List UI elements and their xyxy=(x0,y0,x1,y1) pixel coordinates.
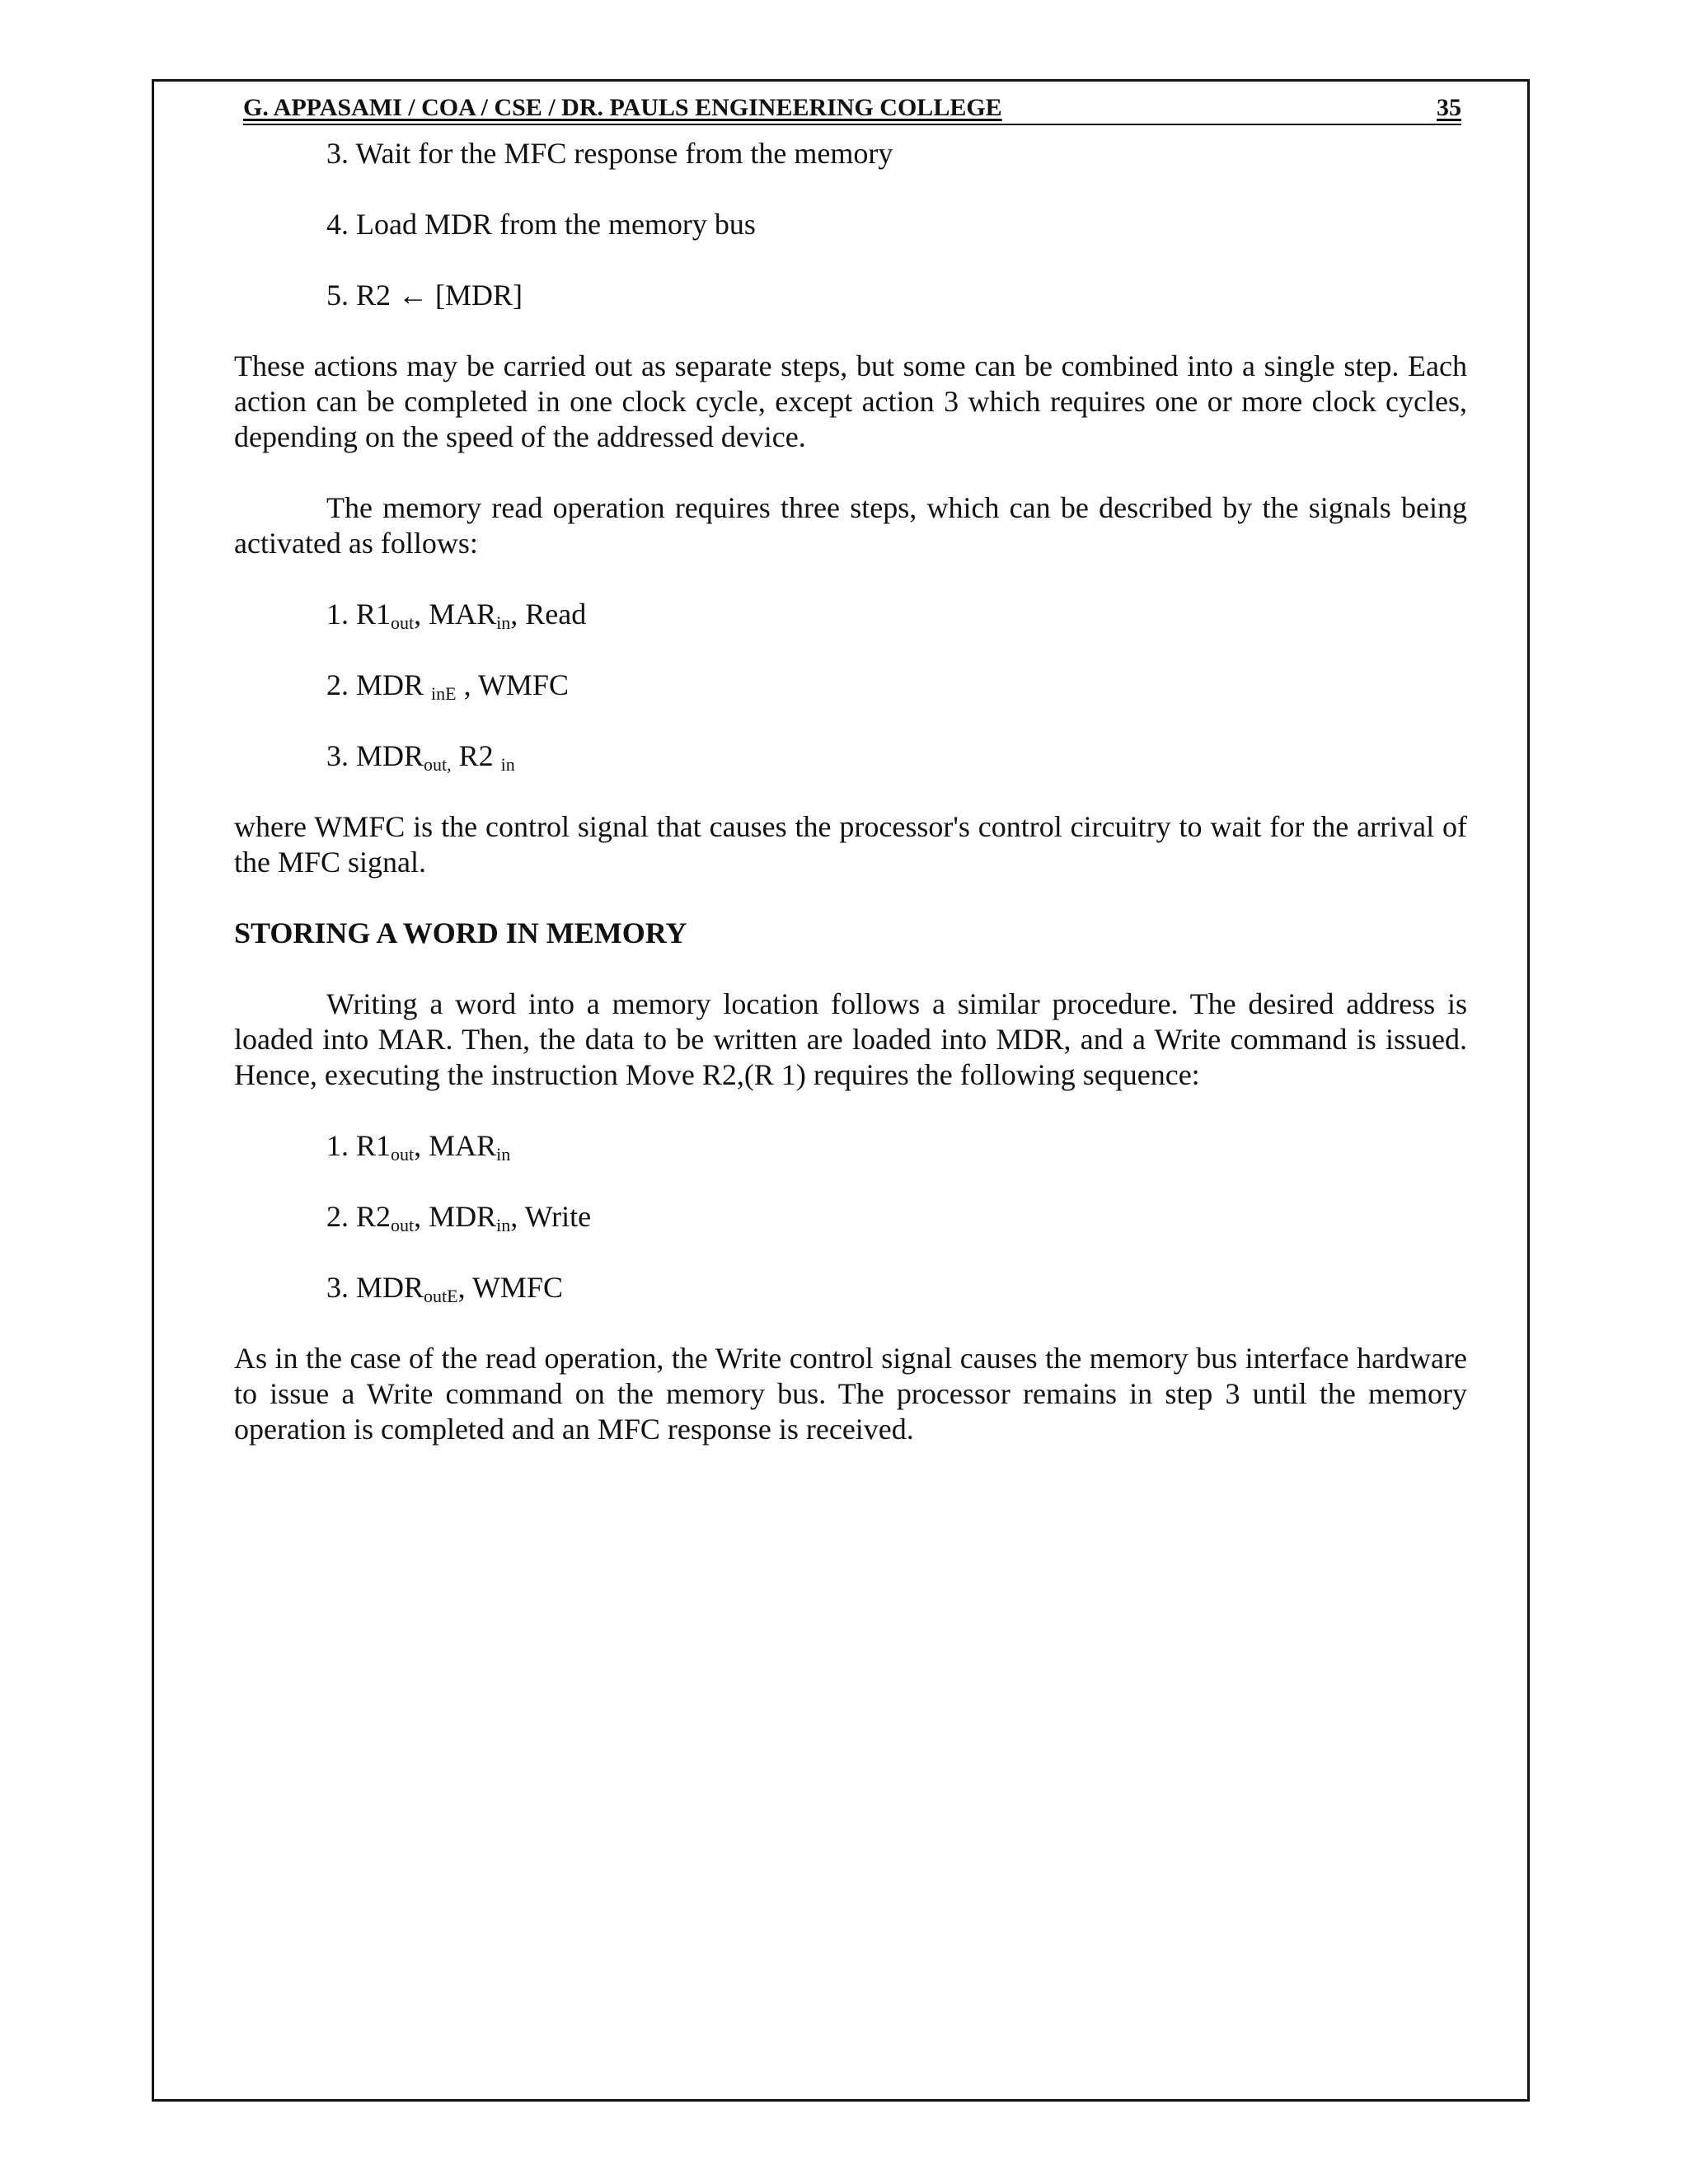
page-header xyxy=(243,92,1461,125)
read-signal-1-num: 1. R1 xyxy=(326,598,392,630)
read-signal-2-end: , WMFC xyxy=(456,668,569,701)
read-signal-3 xyxy=(326,738,1467,774)
write-signal-3-sub1: outE xyxy=(424,1286,458,1306)
write-signal-1-mid: , MAR xyxy=(414,1129,497,1162)
write-signal-3-num: 3. MDR xyxy=(326,1271,424,1304)
write-signal-3-end: , WMFC xyxy=(457,1271,563,1304)
write-signal-1 xyxy=(326,1128,1467,1164)
paragraph-read-operation: The memory read operation requires three steps, which can be described by the signals being activated as follows: xyxy=(234,491,1467,560)
write-signal-2-sub2: in xyxy=(496,1215,511,1235)
write-signal-3 xyxy=(326,1270,1467,1305)
read-signal-1-mid: , MAR xyxy=(414,598,497,630)
read-signal-1-end: , Read xyxy=(510,598,587,630)
write-signal-2-num: 2. R2 xyxy=(326,1200,392,1233)
read-signal-2 xyxy=(326,668,1467,703)
paragraph-wmfc: where WMFC is the control signal that causes the processor's control circuitry to wait for the arrival of the MFC signal. xyxy=(234,810,1467,879)
read-signal-2-sub1: inE xyxy=(431,683,457,704)
read-step-5: 5. R2 ← [MDR] xyxy=(326,279,523,312)
read-step-3: 3. Wait for the MFC response from the memory xyxy=(326,137,893,170)
write-signal-1-sub2: in xyxy=(496,1144,511,1165)
read-signal-1 xyxy=(326,597,1467,632)
write-signal-2-sub1: out xyxy=(391,1215,415,1235)
write-signal-2-end: , Write xyxy=(510,1200,592,1233)
header-title: G. APPASAMI / COA / CSE / DR. PAULS ENGINEERING COLLEGE xyxy=(243,94,1002,121)
page-number: 35 xyxy=(1437,94,1461,121)
paragraph-writing: Writing a word into a memory location follows a similar procedure. The desired address is loaded into MAR. Then, the data to be written are loaded into MDR, and a Write command is issued. Hence, executing the instruction Move R2,(R 1) requires the following sequence: xyxy=(234,987,1467,1091)
read-signal-3-mid: R2 xyxy=(451,739,494,772)
paragraph-write-control: As in the case of the read operation, the Write control signal causes the memory bus interface hardware to issue a Write command on the memory bus. The processor remains in step 3 until the memory operation is completed and an MFC response is received. xyxy=(234,1342,1467,1446)
read-signal-1-sub1: out xyxy=(391,612,415,633)
read-signal-3-num: 3. MDR xyxy=(326,739,424,772)
write-signal-1-sub1: out xyxy=(391,1144,415,1165)
read-signal-3-sub2: in xyxy=(500,754,515,775)
write-signal-2 xyxy=(326,1199,1467,1235)
write-signal-2-mid: , MDR xyxy=(414,1200,497,1233)
page-content xyxy=(234,136,1467,1483)
write-signal-1-num: 1. R1 xyxy=(326,1129,392,1162)
read-step-4: 4. Load MDR from the memory bus xyxy=(326,208,756,241)
read-signal-3-sub1: out, xyxy=(424,754,452,775)
paragraph-actions: These actions may be carried out as separate steps, but some can be combined into a single step. Each action can be completed in one clock cycle, except action 3 which requires one or more clock cycles, depending on the speed of the addressed device. xyxy=(234,349,1467,453)
section-heading: STORING A WORD IN MEMORY xyxy=(234,916,687,949)
read-signal-1-sub2: in xyxy=(496,612,511,633)
read-signal-2-num: 2. MDR xyxy=(326,668,424,701)
